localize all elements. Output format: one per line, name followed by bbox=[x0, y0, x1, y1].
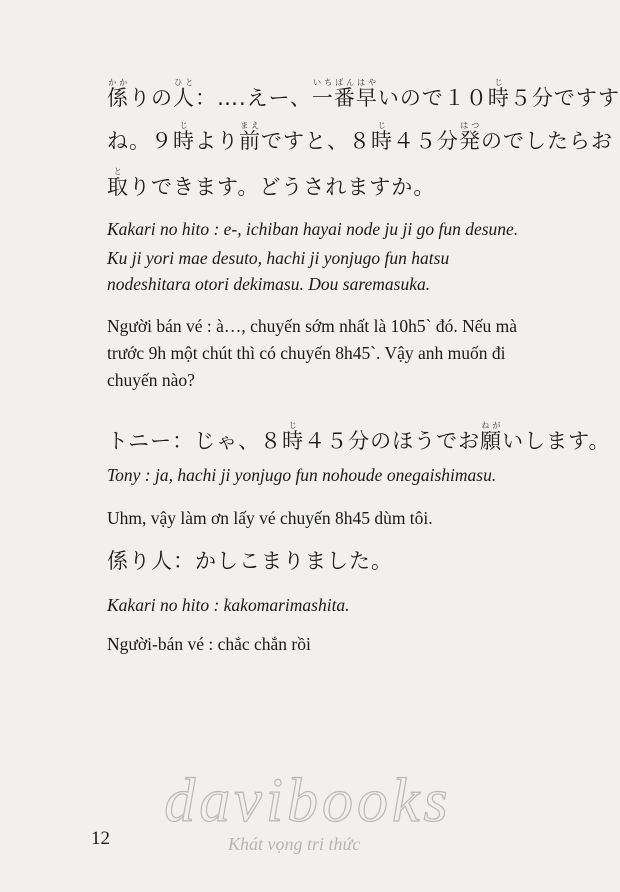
jp-dialogue-line-tony: トニー：じゃ、８時じ４５分のほうでお願ねがいします。 bbox=[107, 421, 611, 453]
furigana-kakari: 係かか bbox=[107, 78, 129, 110]
watermark-brand: davibooks bbox=[164, 767, 452, 835]
romaji-line: Kakari no hito : e-, ichiban hayai node ju ji go fun desune. bbox=[107, 219, 519, 239]
jp-dialogue-line-kakari: 係り人：かしこまりました。 bbox=[107, 549, 393, 573]
watermark bbox=[158, 767, 458, 855]
furigana-negai: 願ねが bbox=[480, 421, 503, 453]
furigana-to: 取と bbox=[107, 167, 129, 199]
watermark-tagline: Khát vọng tri thức bbox=[228, 834, 361, 854]
romaji-line-kakari: Kakari no hito : kakomarimashita. bbox=[107, 595, 350, 615]
vietnamese-line-tony: Uhm, vậy làm ơn lấy vé chuyến 8h45 dùm tôi. bbox=[107, 508, 433, 528]
furigana-ji: 時じ bbox=[282, 421, 305, 453]
jp-dialogue-line-1: 係かかりの人ひと：….えー、一番早いちばんはやいので１０時じ５分ですす bbox=[107, 78, 620, 110]
vietnamese-line-final: Người-bán vé : chắc chắn rồi bbox=[107, 634, 311, 654]
jp-dialogue-line-2: ね。９時じより前まえですと、８時じ４５分発はつのでしたらお bbox=[107, 121, 613, 153]
vietnamese-line: chuyến nào? bbox=[107, 370, 195, 390]
vietnamese-line: Người bán vé : à…, chuyến sớm nhất là 10h5` đó. Nếu mà bbox=[107, 316, 517, 336]
furigana-ji: 時じ bbox=[371, 121, 393, 153]
page-number: 12 bbox=[91, 828, 110, 849]
furigana-hatsu: 発はつ bbox=[459, 121, 481, 153]
romaji-line: nodeshitara otori dekimasu. Dou saremasuka. bbox=[107, 274, 431, 294]
romaji-line: Ku ji yori mae desuto, hachi ji yonjugo fun hatsu bbox=[107, 248, 450, 268]
furigana-ji: 時じ bbox=[487, 78, 510, 110]
jp-dialogue-line-3: 取とりできます。どうされますか。 bbox=[107, 167, 436, 199]
furigana-hito: 人ひと bbox=[173, 78, 195, 110]
romaji-line-tony: Tony : ja, hachi ji yonjugo fun nohoude onegaishimasu. bbox=[107, 465, 497, 485]
vietnamese-line: trước 9h một chút thì có chuyến 8h45`. Vậy anh muốn đi bbox=[107, 343, 506, 363]
furigana-ichiban: 一番早いちばんはや bbox=[311, 78, 378, 110]
furigana-ji: 時じ bbox=[173, 121, 195, 153]
furigana-mae: 前まえ bbox=[239, 121, 261, 153]
